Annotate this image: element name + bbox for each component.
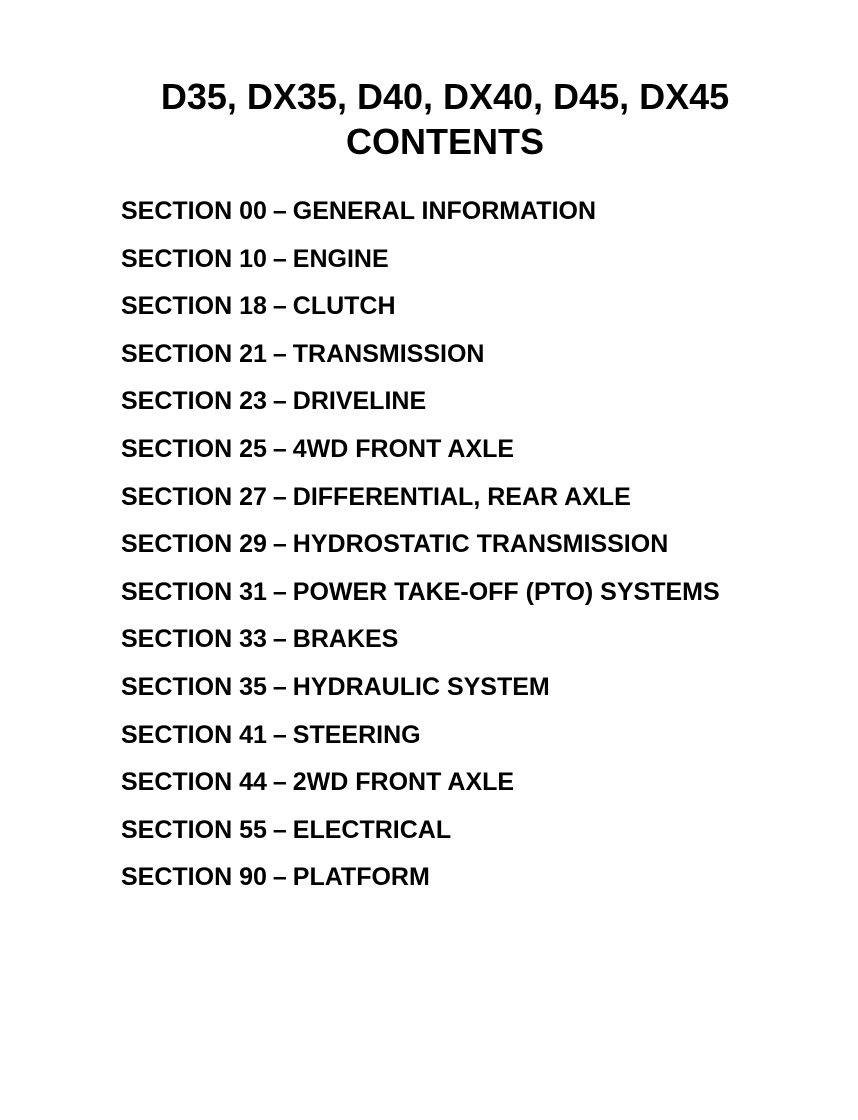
section-number: SECTION 31 <box>121 577 267 606</box>
section-number: SECTION 55 <box>121 815 267 844</box>
section-title: HYDROSTATIC TRANSMISSION <box>292 530 669 559</box>
toc-item-section-23[interactable] <box>121 385 720 433</box>
section-number: SECTION 90 <box>121 863 267 892</box>
toc-item-section-31[interactable] <box>121 576 720 624</box>
section-title: PLATFORM <box>292 863 430 892</box>
section-title: BRAKES <box>292 625 399 654</box>
toc-item-section-10[interactable] <box>121 243 720 291</box>
section-number: SECTION 23 <box>121 387 267 416</box>
separator: – <box>272 434 287 463</box>
section-number: SECTION 41 <box>121 720 267 749</box>
separator: – <box>272 292 287 321</box>
toc-item-section-33[interactable] <box>121 623 720 671</box>
separator: – <box>272 815 287 844</box>
section-number: SECTION 35 <box>121 672 267 701</box>
model-list-heading: D35, DX35, D40, DX40, D45, DX45 <box>160 76 730 117</box>
separator: – <box>272 482 287 511</box>
section-title: DIFFERENTIAL, REAR AXLE <box>292 482 631 511</box>
section-number: SECTION 18 <box>121 292 267 321</box>
separator: – <box>272 387 287 416</box>
section-number: SECTION 27 <box>121 482 267 511</box>
section-title: CLUTCH <box>292 292 396 321</box>
toc-item-section-27[interactable] <box>121 481 720 529</box>
separator: – <box>272 672 287 701</box>
toc-item-section-55[interactable] <box>121 814 720 862</box>
section-number: SECTION 00 <box>121 197 267 225</box>
toc-item-section-41[interactable] <box>121 719 720 767</box>
toc-item-section-00[interactable] <box>121 195 720 243</box>
toc-item-section-25[interactable] <box>121 433 720 481</box>
separator: – <box>272 244 287 273</box>
document-header <box>0 74 858 164</box>
section-title: STEERING <box>292 720 421 749</box>
separator: – <box>272 197 287 225</box>
separator: – <box>272 530 287 559</box>
section-title: TRANSMISSION <box>292 339 485 368</box>
toc-item-section-44[interactable] <box>121 766 720 814</box>
separator: – <box>272 768 287 797</box>
section-title: ELECTRICAL <box>292 815 452 844</box>
toc-item-section-90[interactable] <box>121 861 720 909</box>
section-number: SECTION 33 <box>121 625 267 654</box>
section-number: SECTION 10 <box>121 244 267 273</box>
section-title: ENGINE <box>292 244 389 273</box>
section-title: 4WD FRONT AXLE <box>292 434 515 463</box>
section-title: DRIVELINE <box>292 387 427 416</box>
contents-heading: CONTENTS <box>346 121 544 162</box>
section-number: SECTION 21 <box>121 339 267 368</box>
section-title: 2WD FRONT AXLE <box>292 768 515 797</box>
section-number: SECTION 25 <box>121 434 267 463</box>
table-of-contents <box>121 195 720 909</box>
toc-item-section-29[interactable] <box>121 528 720 576</box>
separator: – <box>272 625 287 654</box>
separator: – <box>272 339 287 368</box>
section-title: GENERAL INFORMATION <box>292 197 597 225</box>
toc-item-section-18[interactable] <box>121 290 720 338</box>
section-number: SECTION 29 <box>121 530 267 559</box>
section-title: POWER TAKE-OFF (PTO) SYSTEMS <box>292 577 720 606</box>
section-number: SECTION 44 <box>121 768 267 797</box>
separator: – <box>272 863 287 892</box>
separator: – <box>272 720 287 749</box>
section-title: HYDRAULIC SYSTEM <box>292 672 550 701</box>
separator: – <box>272 577 287 606</box>
toc-item-section-21[interactable] <box>121 338 720 386</box>
toc-item-section-35[interactable] <box>121 671 720 719</box>
